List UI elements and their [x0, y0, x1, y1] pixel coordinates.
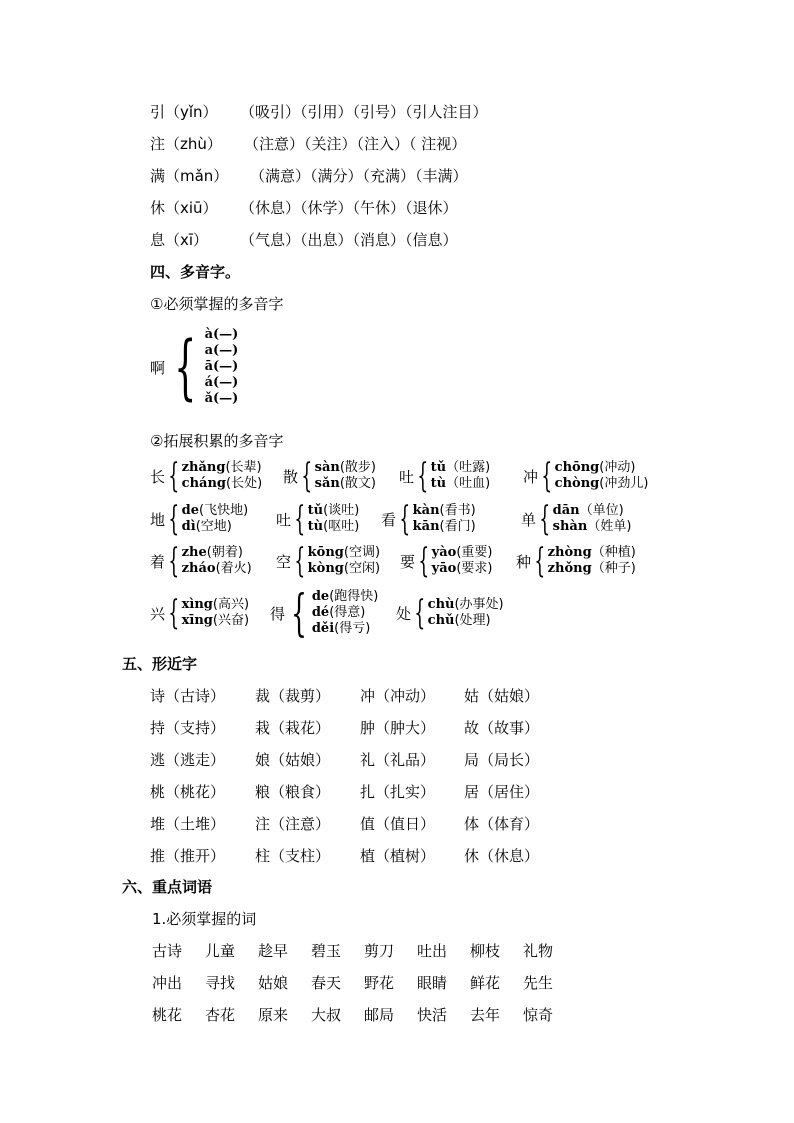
vocab-word: 冲出	[152, 974, 183, 992]
vocab-word: 寻找	[205, 974, 236, 992]
pinyin-item: yāo(要求)	[431, 561, 493, 576]
polyphone-group	[521, 499, 632, 539]
pinyin-item: kōng(空调)	[307, 545, 381, 560]
pinyin-item: kòng(空闲)	[307, 561, 381, 576]
pinyin-item: chòng(冲劲儿)	[554, 476, 649, 491]
char-row-4	[150, 230, 208, 250]
polyphone-char: 着	[150, 552, 166, 571]
word-list-0: （吸引）（引用）（引号）（引人注目）	[240, 103, 488, 121]
pinyin-item: tǔ（吐露)	[430, 460, 491, 475]
pinyin-item: á(—)	[204, 375, 239, 390]
brace-icon: {	[294, 541, 306, 581]
brace-icon: {	[534, 541, 546, 581]
pinyin-item: zháo(着火)	[181, 561, 252, 576]
vocab-word: 礼物	[523, 942, 554, 960]
vocab-word: 去年	[470, 1006, 501, 1024]
similar-char-cell: 注（注意）	[255, 815, 331, 833]
pinyin-stack	[555, 460, 649, 492]
pinyin-stack	[182, 597, 249, 629]
pinyin-stack	[315, 460, 376, 492]
pinyin-item: chōng(冲动)	[554, 460, 636, 475]
pinyin-item: a(—)	[204, 343, 239, 358]
pinyin-item: à(—)	[204, 327, 239, 342]
vocab-word: 先生	[523, 974, 554, 992]
pinyin-item: zhe(朝着)	[181, 545, 243, 560]
vocab-word: 儿童	[205, 942, 236, 960]
polyphone-group	[381, 499, 476, 539]
pinyin-item: ā(—)	[204, 359, 239, 374]
brace-icon: {	[168, 593, 180, 633]
pinyin-item: ǎ(—)	[204, 391, 239, 406]
polyphone-group	[150, 593, 250, 633]
polyphone-group-a	[150, 327, 238, 407]
polyphone-char: 冲	[523, 467, 539, 486]
pinyin-item: kàn(看书)	[412, 503, 476, 518]
vocab-word: 剪刀	[364, 942, 395, 960]
pinyin-stack	[182, 545, 252, 577]
subsection-title: ②拓展积累的多音字	[150, 432, 284, 450]
pinyin-item: chǔ(处理)	[427, 613, 491, 628]
pinyin-item: shàn（姓单)	[552, 519, 632, 534]
subsection-title: 1.必须掌握的词	[152, 910, 257, 928]
char-row-1	[150, 134, 222, 154]
similar-char-cell: 诗（古诗）	[150, 687, 226, 705]
vocab-word: 碧玉	[311, 942, 342, 960]
similar-char-cell: 桃（桃花）	[150, 783, 226, 801]
polyphone-group	[516, 541, 636, 581]
vocab-word: 杏花	[205, 1006, 236, 1024]
vocab-word: 邮局	[364, 1006, 395, 1024]
brace-icon: {	[541, 456, 553, 496]
pinyin-item: děi(得亏)	[311, 621, 371, 636]
pinyin-stack	[308, 503, 360, 535]
pinyin-item: dì(空地)	[181, 519, 232, 534]
pinyin-item: tù(呕吐)	[307, 519, 360, 534]
char-pinyin: 注（zhù）	[150, 135, 222, 153]
brace-icon: {	[168, 456, 180, 496]
similar-char-cell: 裁（裁剪）	[255, 687, 331, 705]
polyphone-char: 啊	[150, 358, 166, 377]
polyphone-group	[523, 456, 649, 496]
polyphone-group	[400, 541, 493, 581]
vocab-word: 快活	[417, 1006, 448, 1024]
pinyin-item: dān（单位)	[552, 503, 624, 518]
word-list-1: （注意）（关注）（注入）（ 注视）	[244, 135, 467, 153]
similar-char-cell: 堆（土堆）	[150, 815, 226, 833]
section-title-polyphonic: 四、多音字。	[150, 263, 241, 281]
similar-char-cell: 居（居住）	[464, 783, 540, 801]
char-row-3	[150, 198, 218, 218]
section-title-key-words: 六、重点词语	[122, 878, 213, 896]
similar-char-cell: 逃（逃走）	[150, 751, 226, 769]
char-pinyin: 休（xiū）	[150, 199, 218, 217]
vocab-word: 吐出	[417, 942, 448, 960]
polyphone-char: 处	[396, 604, 412, 623]
polyphone-char: 看	[381, 510, 397, 529]
vocab-word: 春天	[311, 974, 342, 992]
pinyin-item: kān(看门)	[412, 519, 476, 534]
polyphone-group	[396, 593, 504, 633]
similar-char-cell: 礼（礼品）	[360, 751, 436, 769]
polyphone-group	[150, 456, 263, 496]
polyphone-char: 吐	[276, 510, 292, 529]
vocab-word: 鲜花	[470, 974, 501, 992]
pinyin-item: zhǒng（种子)	[547, 561, 636, 576]
pinyin-item: yào(重要)	[431, 545, 493, 560]
polyphone-char: 要	[400, 552, 416, 571]
similar-char-cell: 值（值日）	[360, 815, 436, 833]
vocab-word: 大叔	[311, 1006, 342, 1024]
polyphone-char: 得	[270, 604, 286, 623]
similar-char-cell: 娘（姑娘）	[255, 751, 331, 769]
brace-icon: {	[417, 456, 429, 496]
pinyin-item: cháng(长处)	[181, 476, 263, 491]
pinyin-stack	[182, 460, 263, 492]
pinyin-item: xīng(兴奋)	[181, 613, 250, 628]
subsection-title: ①必须掌握的多音字	[150, 295, 284, 313]
brace-icon: {	[174, 326, 197, 408]
polyphone-group	[150, 541, 252, 581]
pinyin-stack	[432, 545, 493, 577]
pinyin-item: tù（吐血)	[430, 476, 491, 491]
pinyin-item: sàn(散步)	[314, 460, 377, 475]
similar-char-cell: 休（休息）	[464, 847, 540, 865]
char-pinyin: 引（yǐn）	[150, 103, 218, 121]
polyphone-group	[150, 499, 249, 539]
polyphone-group	[276, 499, 360, 539]
brace-icon: {	[294, 499, 306, 539]
similar-char-cell: 肿（肿大）	[360, 719, 436, 737]
char-row-0	[150, 102, 218, 122]
pinyin-stack	[548, 545, 636, 577]
pinyin-item: dé(得意)	[311, 605, 366, 620]
polyphone-char: 空	[276, 552, 292, 571]
vocab-word: 野花	[364, 974, 395, 992]
brace-icon: {	[399, 499, 411, 539]
similar-char-cell: 体（体育）	[464, 815, 540, 833]
char-pinyin: 息（xī）	[150, 231, 209, 249]
polyphone-group	[399, 456, 491, 496]
similar-char-cell: 姑（姑娘）	[464, 687, 540, 705]
pinyin-stack	[312, 589, 379, 637]
similar-char-cell: 柱（支柱）	[255, 847, 331, 865]
vocab-word: 柳枝	[470, 942, 501, 960]
vocab-word: 趁早	[258, 942, 289, 960]
pinyin-stack	[205, 327, 239, 407]
polyphone-char: 散	[283, 467, 299, 486]
similar-char-cell: 持（支持）	[150, 719, 226, 737]
similar-char-cell: 扎（扎实）	[360, 783, 436, 801]
word-list-2: （满意）（满分）（充满）（丰满）	[250, 167, 468, 185]
pinyin-stack	[413, 503, 476, 535]
polyphone-group	[283, 456, 377, 496]
similar-char-cell: 粮（粮食）	[255, 783, 331, 801]
pinyin-item: de(跑得快)	[311, 589, 379, 604]
pinyin-stack	[182, 503, 249, 535]
brace-icon: {	[539, 499, 551, 539]
vocab-word: 惊奇	[523, 1006, 554, 1024]
pinyin-item: sǎn(散文)	[314, 476, 377, 491]
brace-icon: {	[290, 584, 307, 642]
section-title-similar-chars: 五、形近字	[122, 655, 198, 673]
char-pinyin: 满（mǎn）	[150, 167, 229, 185]
brace-icon: {	[414, 593, 426, 633]
similar-char-cell: 局（局长）	[464, 751, 540, 769]
word-list-4: （气息）（出息）（消息）（信息）	[240, 231, 458, 249]
pinyin-item: tǔ(谈吐)	[307, 503, 360, 518]
pinyin-item: zhòng（种植)	[547, 545, 636, 560]
brace-icon: {	[168, 541, 180, 581]
polyphone-char: 长	[150, 467, 166, 486]
polyphone-char: 吐	[399, 467, 415, 486]
vocab-word: 桃花	[152, 1006, 183, 1024]
polyphone-group	[270, 584, 379, 642]
polyphone-group	[276, 541, 381, 581]
pinyin-stack	[431, 460, 491, 492]
pinyin-item: chù(办事处)	[427, 597, 504, 612]
pinyin-stack	[428, 597, 504, 629]
polyphone-char: 种	[516, 552, 532, 571]
pinyin-item: de(飞快地)	[181, 503, 249, 518]
brace-icon: {	[168, 499, 180, 539]
pinyin-item: xìng(高兴)	[181, 597, 250, 612]
polyphone-char: 地	[150, 510, 166, 529]
similar-char-cell: 栽（栽花）	[255, 719, 331, 737]
pinyin-item: zhǎng(长辈)	[181, 460, 262, 475]
pinyin-stack	[308, 545, 380, 577]
polyphone-char: 单	[521, 510, 537, 529]
polyphone-char: 兴	[150, 604, 166, 623]
similar-char-cell: 植（植树）	[360, 847, 436, 865]
vocab-word: 眼睛	[417, 974, 448, 992]
brace-icon: {	[301, 456, 313, 496]
brace-icon: {	[418, 541, 430, 581]
vocab-word: 姑娘	[258, 974, 289, 992]
similar-char-cell: 故（故事）	[464, 719, 540, 737]
vocab-word: 古诗	[152, 942, 183, 960]
similar-char-cell: 推（推开）	[150, 847, 226, 865]
pinyin-stack	[553, 503, 632, 535]
vocab-word: 原来	[258, 1006, 289, 1024]
char-row-2	[150, 166, 228, 186]
similar-char-cell: 冲（冲动）	[360, 687, 436, 705]
word-list-3: （休息）（休学）（午休）（退休）	[240, 199, 458, 217]
